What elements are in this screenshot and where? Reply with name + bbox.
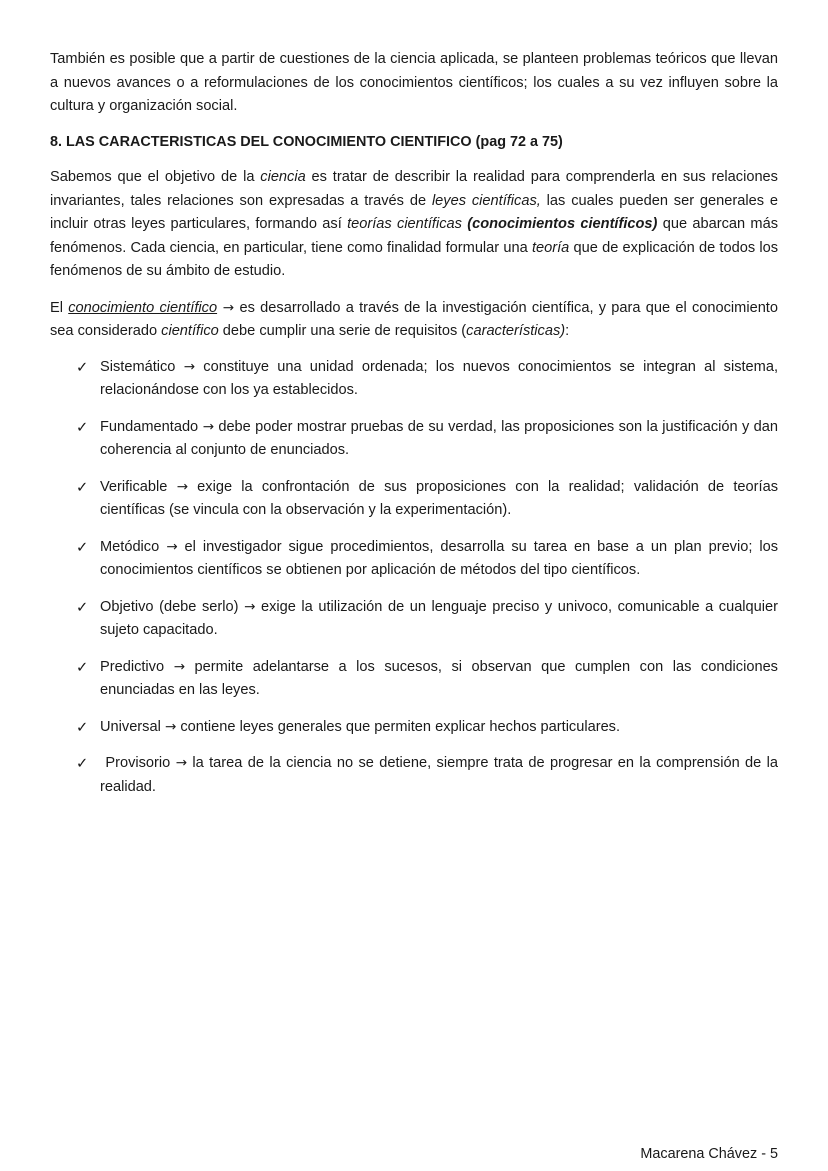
italic-term-ciencia: ciencia xyxy=(260,169,306,185)
text-run: Sabemos que el objetivo de la xyxy=(50,169,261,185)
list-item xyxy=(76,752,779,799)
check-icon: ✓ xyxy=(76,538,89,556)
objective-paragraph xyxy=(50,166,778,284)
section-heading: 8. LAS CARACTERISTICAS DEL CONOCIMIENTO CIENTIFICO (pag 72 a 75) xyxy=(50,133,563,150)
item-desc: debe poder mostrar pruebas de su verdad, las proposiciones son la justificación y dan coherencia al conjunto de enunciados. xyxy=(100,418,779,458)
arrow-icon: → xyxy=(166,538,178,555)
item-name: Objetivo (debe serlo) xyxy=(100,598,239,615)
italic-term-cientifico: científico xyxy=(161,323,219,339)
list-item xyxy=(76,716,778,740)
list-item xyxy=(76,356,779,403)
list-item xyxy=(76,596,778,643)
list-item xyxy=(76,476,778,523)
text-run: que de explicación de todos los fenómenos de su ámbito de estudio. xyxy=(50,239,778,279)
arrow-icon: → xyxy=(183,358,196,375)
characteristics-list xyxy=(50,356,778,800)
check-icon: ✓ xyxy=(76,755,89,772)
check-icon: ✓ xyxy=(76,478,89,496)
italic-term-leyes: leyes científicas, xyxy=(431,192,541,209)
arrow-icon: → xyxy=(202,418,214,435)
underlined-term: conocimiento científico xyxy=(68,299,218,316)
list-item xyxy=(76,416,779,463)
check-icon: ✓ xyxy=(76,658,89,676)
text-run: que abarcan más fenómenos. Cada ciencia, en particular, tiene como finalidad formular una xyxy=(50,216,778,256)
text-run: es tratar de describir la realidad para comprenderla en sus relaciones invariantes, tales relaciones son expresadas a través de xyxy=(50,169,778,209)
list-item xyxy=(76,536,779,583)
arrow-icon: → xyxy=(217,299,240,316)
check-icon: ✓ xyxy=(76,418,89,436)
arrow-icon: → xyxy=(173,658,185,675)
item-name: Verificable xyxy=(100,478,168,495)
document-page xyxy=(50,48,778,812)
item-desc: exige la confrontación de sus proposiciones con la realidad; validación de teorías científicas (se vincula con la observación y la experimentación). xyxy=(100,478,778,518)
item-name: Fundamentado xyxy=(100,418,199,435)
item-desc: constituye una unidad ordenada; los nuevos conocimientos se integran al sistema, relacionándose con los ya establecidos. xyxy=(100,358,779,398)
check-icon: ✓ xyxy=(76,598,89,616)
text-run: : xyxy=(565,323,570,339)
item-name: Metódico xyxy=(100,538,160,555)
item-name: Universal xyxy=(100,718,161,735)
italic-term-teorias: teorías científicas xyxy=(347,216,462,232)
item-desc: contiene leyes generales que permiten explicar hechos particulares. xyxy=(180,718,621,735)
arrow-icon: → xyxy=(175,755,188,771)
list-item xyxy=(76,656,778,703)
arrow-icon: → xyxy=(244,598,256,615)
italic-term-caracteristicas: características) xyxy=(466,323,566,339)
text-run: es desarrollado a través de la investigación científica, y para que el conocimiento sea considerado xyxy=(50,299,778,339)
arrow-icon: → xyxy=(176,478,188,495)
italic-term-teoria: teoría xyxy=(531,239,570,256)
text-run: las cuales pueden ser generales e incluir otras leyes particulares, formando así xyxy=(50,192,778,232)
page-footer: Macarena Chávez - 5 xyxy=(640,1146,778,1162)
item-desc: exige la utilización de un lenguaje preciso y univoco, comunicable a cualquier sujeto capacitado. xyxy=(100,598,778,638)
bold-italic-term: (conocimientos científicos) xyxy=(467,216,658,232)
item-name: Provisorio xyxy=(105,755,171,771)
definition-paragraph xyxy=(50,297,778,344)
item-desc: el investigador sigue procedimientos, desarrolla su tarea en base a un plan previo; los conocimientos científicos se obtienen por aplicación de métodos del tipo científicos. xyxy=(100,538,779,578)
item-desc: permite adelantarse a los sucesos, si observan que cumplen con las condiciones enunciadas en las leyes. xyxy=(100,658,778,698)
item-name: Sistemático xyxy=(100,358,176,375)
intro-paragraph: También es posible que a partir de cuestiones de la ciencia aplicada, se planteen problemas teóricos que llevan a nuevos avances o a reformulaciones de los conocimientos científicos; los cuales a su vez influyen sobre la cultura y organización social. xyxy=(50,51,778,114)
text-run: debe cumplir una serie de requisitos ( xyxy=(218,323,467,339)
item-name: Predictivo xyxy=(100,658,165,675)
item-desc: la tarea de la ciencia no se detiene, siempre trata de progresar en la comprensión de la realidad. xyxy=(100,755,779,795)
arrow-icon: → xyxy=(164,718,177,735)
check-icon: ✓ xyxy=(76,358,89,376)
text-run: El xyxy=(50,299,69,316)
check-icon: ✓ xyxy=(76,718,89,736)
